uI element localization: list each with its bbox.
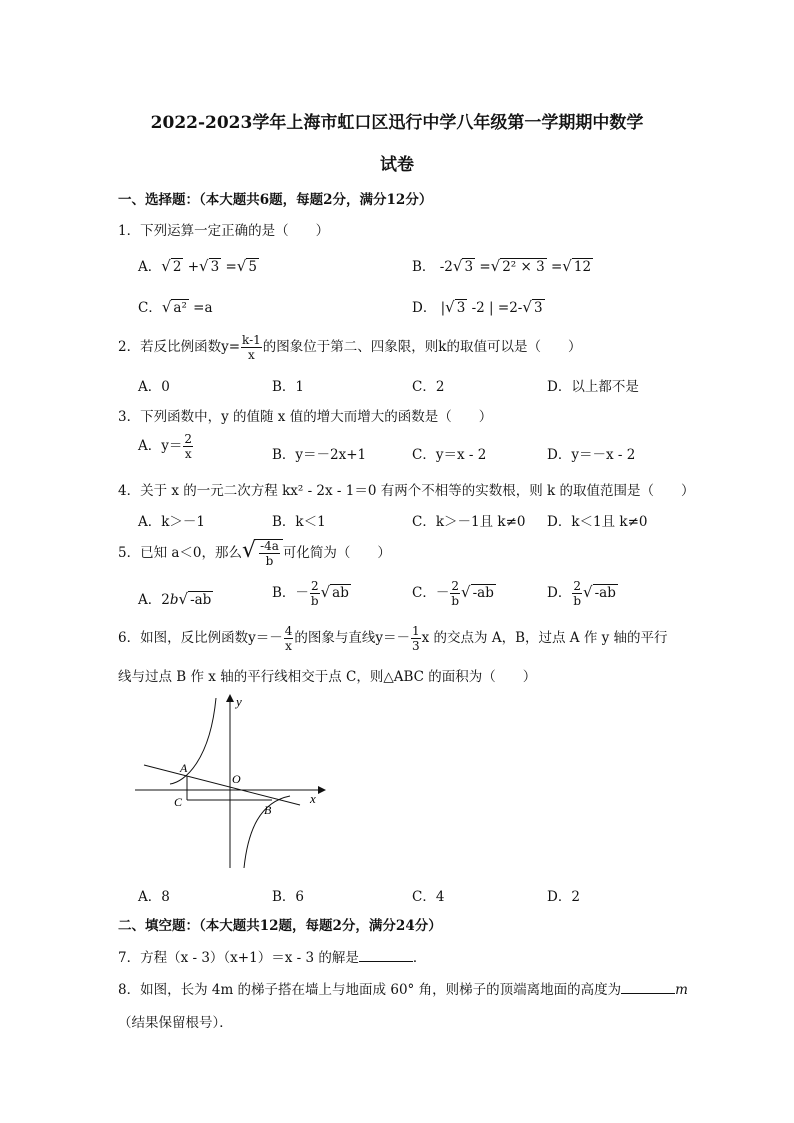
q3-option-a: A．y＝ $\frac{2}{x}$ [138, 432, 193, 461]
q6-line2: 线与过点 B 作 x 轴的平行线相交于点 C，则△ABC 的面积为（ ） [118, 669, 537, 685]
q2-option-d: D．以上都不是 [547, 379, 639, 395]
q2-option-c: C．2 [412, 379, 445, 395]
q4-option-d: D．k＜1且 k≠0 [547, 514, 648, 530]
q6-line1: 6．如图，反比例函数y＝－ $\frac{4}{x}$ 的图象与直线y＝－ $\frac{1}{3}$ x 的交点为 A，B，过点 A 作 y 轴的平行 [118, 624, 668, 653]
q1-option-b: B． -2√ 3 =√ 2² × 3 =√ 12 [412, 257, 592, 275]
exam-title-line1: 2022-2023学年上海市虹口区迅行中学八年级第一学期期中数学 [150, 113, 644, 133]
section-heading-fill: 二、填空题：（本大题共12题，每题2分，满分24分） [118, 918, 442, 934]
q5-option-d: D． $\frac{2}{b}$ √ -ab [547, 579, 616, 608]
q6-option-b: B．6 [272, 889, 305, 905]
q7-answer-blank[interactable] [359, 949, 413, 962]
q6-graph-figure [130, 690, 330, 875]
x-axis-arrow [318, 786, 326, 794]
point-a-label: A [180, 761, 188, 775]
q6-option-a: A．8 [138, 889, 170, 905]
q5-option-c: C．－ $\frac{2}{b}$ √ -ab [412, 579, 494, 608]
q1-option-a: A．√ 2 +√ 3 =√ 5 [138, 257, 257, 275]
hyperbola-branch-2 [170, 698, 216, 784]
q4-option-a: A．k＞－1 [138, 514, 206, 530]
q4-option-b: B．k＜1 [272, 514, 326, 530]
y-axis-arrow [226, 694, 234, 702]
q5-option-a: A．2b√ -ab [138, 590, 212, 608]
y-axis-label: y [236, 694, 242, 709]
q6-option-d: D．2 [547, 889, 580, 905]
q3-option-c: C．y＝x - 2 [412, 447, 487, 463]
section-heading-choice: 一、选择题：（本大题共6题，每题2分，满分12分） [118, 192, 433, 208]
q8-line1: 8．如图，长为 4m 的梯子搭在墙上与地面成 60° 角，则梯子的顶端离地面的高度为 m [118, 982, 688, 998]
q6-option-c: C．4 [412, 889, 445, 905]
q1-option-d: D． |√ 3 -2 | =2-√ 3 [412, 298, 543, 316]
q2-stem: 2．若反比例函数y= $\frac{k-1}{x}$ 的图象位于第二、四象限，则k的取值可以是（ ） [118, 333, 582, 362]
origin-label: O [232, 772, 241, 786]
exam-title-line2: 试卷 [380, 155, 414, 175]
q4-option-c: C．k＞－1且 k≠0 [412, 514, 526, 530]
point-c-label: C [174, 795, 183, 809]
line-y-neg-third-x [144, 765, 300, 805]
point-b-label: B [264, 803, 272, 817]
q3-stem: 3．下列函数中，y 的值随 x 值的增大而增大的函数是（ ） [118, 409, 493, 425]
q5-option-b: B．－ $\frac{2}{b}$ √ ab [272, 579, 349, 608]
q2-option-b: B．1 [272, 379, 305, 395]
x-axis-label: x [310, 791, 316, 806]
q5-stem: 5．已知 a＜0，那么√ $\frac{-4a}{b}$ 可化简为（ ） [118, 538, 391, 568]
q8-line2: （结果保留根号）． [118, 1015, 233, 1031]
q3-option-b: B．y＝－2x+1 [272, 447, 367, 463]
q3-option-d: D．y＝－x - 2 [547, 447, 636, 463]
q1-option-c: C．√ a² =a [138, 298, 213, 316]
q7-line: 7．方程（x - 3）（x+1）＝x - 3 的解是 ． [118, 950, 427, 966]
q4-stem: 4．关于 x 的一元二次方程 kx² - 2x - 1＝0 有两个不相等的实数根，则 k 的取值范围是（ ） [118, 483, 695, 499]
q8-answer-blank[interactable] [621, 981, 675, 994]
q1-stem: 1．下列运算一定正确的是（ ） [118, 223, 330, 239]
q2-option-a: A．0 [138, 379, 170, 395]
